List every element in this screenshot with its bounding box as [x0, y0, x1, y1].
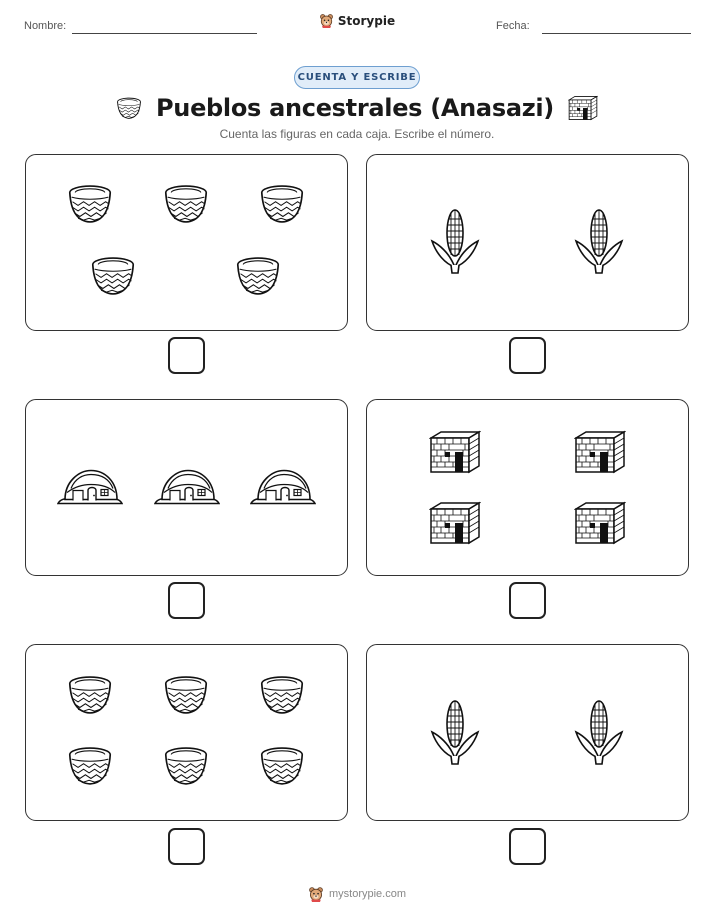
activity-badge: CUENTA Y ESCRIBE: [294, 66, 420, 89]
footer: [0, 886, 714, 902]
basket-icon: [259, 675, 305, 716]
count-box-4: [366, 399, 689, 576]
count-box-2: [366, 154, 689, 331]
pit-house-icon: [154, 466, 220, 507]
stone-house-icon: [429, 430, 481, 474]
pit-house-icon: [250, 466, 316, 507]
bear-logo-icon: [319, 13, 334, 28]
date-line[interactable]: [542, 33, 691, 34]
count-box-5: [25, 644, 348, 821]
stone-house-icon: [574, 501, 626, 545]
answer-box-4[interactable]: [509, 582, 546, 619]
bear-logo-icon: [308, 886, 324, 902]
basket-icon: [163, 184, 209, 225]
title-row: [0, 91, 714, 125]
answer-box-2[interactable]: [509, 337, 546, 374]
basket-icon: [163, 675, 209, 716]
corn-icon: [573, 209, 625, 275]
answer-box-6[interactable]: [509, 828, 546, 865]
basket-icon: [235, 256, 281, 297]
corn-icon: [573, 700, 625, 766]
basket-icon: [67, 675, 113, 716]
stone-house-icon: [568, 95, 598, 121]
count-box-3: [25, 399, 348, 576]
answer-box-5[interactable]: [168, 828, 205, 865]
name-label: Nombre:: [24, 20, 67, 32]
corn-icon: [429, 700, 481, 766]
basket-icon: [67, 746, 113, 787]
name-line[interactable]: [72, 33, 257, 34]
basket-icon: [163, 746, 209, 787]
basket-icon: [90, 256, 136, 297]
pit-house-icon: [57, 466, 123, 507]
answer-box-1[interactable]: [168, 337, 205, 374]
basket-icon: [259, 184, 305, 225]
count-box-6: [366, 644, 689, 821]
brand-name: Storypie: [337, 13, 396, 28]
answer-box-3[interactable]: [168, 582, 205, 619]
instruction-text: Cuenta las figuras en cada caja. Escribe el número.: [219, 127, 495, 141]
date-label: Fecha:: [496, 20, 530, 32]
corn-icon: [429, 209, 481, 275]
stone-house-icon: [429, 501, 481, 545]
basket-icon: [116, 97, 142, 120]
stone-house-icon: [574, 430, 626, 474]
footer-url[interactable]: mystorypie.com: [328, 888, 407, 900]
count-box-1: [25, 154, 348, 331]
basket-icon: [67, 184, 113, 225]
basket-icon: [259, 746, 305, 787]
page-title: Pueblos ancestrales (Anasazi): [156, 94, 554, 122]
brand-logo: [0, 13, 714, 28]
